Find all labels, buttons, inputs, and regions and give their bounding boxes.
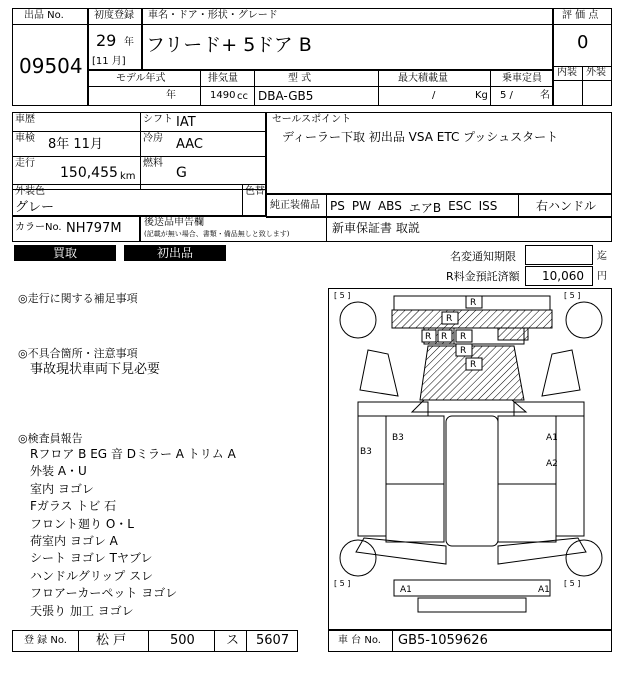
mileage-label: 走行 — [15, 158, 35, 169]
wheel-top-left — [340, 302, 376, 338]
inspector-line: ハンドルグリップ スレ — [30, 568, 154, 583]
lot-no-value: 09504 — [19, 54, 83, 78]
damage-mark: B3 — [392, 433, 404, 443]
type-label: 型 式 — [288, 73, 312, 84]
max-load-unit: Kg — [475, 90, 488, 101]
defect-notes-title: ◎不具合箇所・注意事項 — [18, 347, 138, 360]
sales-point-label: セールスポイント — [272, 114, 352, 125]
capacity-label: 乗車定員 — [502, 73, 542, 84]
registration-number: 5607 — [256, 633, 290, 648]
displacement-label: 排気量 — [208, 73, 238, 84]
steering-value: 右ハンドル — [536, 199, 597, 213]
defect-notes-text: 事故現状車両下見必要 — [30, 362, 161, 377]
inspector-line: Fガラス トビ 石 — [30, 499, 117, 514]
first-reg-year-unit: 年 — [124, 37, 134, 48]
mileage-unit: km — [120, 171, 136, 182]
first-reg-year: 29 — [96, 31, 117, 50]
fuel-label: 燃料 — [143, 158, 163, 169]
max-load-label: 最大積載量 — [398, 73, 448, 84]
tag-bottom-right: [ 5 ] — [564, 579, 581, 588]
name-change-label: 名変通知期限 — [450, 250, 516, 263]
equip-item: PS — [330, 199, 345, 213]
tag-bottom-left: [ 5 ] — [334, 579, 351, 588]
ac-value: AAC — [176, 137, 203, 152]
wheel-top-right — [566, 302, 602, 338]
first-reg-label: 初度登録 — [94, 10, 134, 21]
damage-mark: A1 — [400, 585, 412, 595]
wheel-bottom-right — [566, 540, 602, 576]
tag-top-right: [ 5 ] — [564, 291, 581, 300]
damage-mark: R — [460, 332, 467, 342]
equip-item: ISS — [478, 199, 498, 213]
car-name-label: 車名・ドア・形状・グレード — [148, 10, 278, 21]
displacement-value: 1490 — [210, 90, 236, 101]
damage-marks — [360, 296, 558, 595]
inspection-label: 車検 — [15, 133, 35, 144]
car-condition-diagram — [328, 288, 612, 630]
equip-item: PW — [351, 199, 371, 213]
inspector-line: 天張り 加工 ヨゴレ — [30, 603, 134, 618]
inspector-line: 荷室内 ヨゴレ A — [30, 534, 118, 549]
damage-mark: R — [446, 314, 453, 324]
equip-item: ABS — [377, 199, 402, 213]
capacity-unit: 名 — [540, 90, 550, 101]
shift-value: IAT — [176, 115, 196, 130]
max-load-sep: / — [432, 90, 436, 101]
wheel-bottom-left — [340, 540, 376, 576]
inspector-line: 外装 A・U — [30, 464, 87, 479]
history-label: 車歴 — [15, 114, 35, 125]
inspector-line: Rフロア B EG 音 Dミラー A トリム A — [30, 447, 236, 461]
first-reg-month: [11 月] — [92, 56, 126, 67]
inspector-line: 室内 ヨゴレ — [30, 481, 94, 496]
sales-point-text: ディーラー下取 初出品 VSA ETC プッシュスタート — [282, 130, 559, 144]
inspection-value: 8年 11月 — [48, 137, 103, 152]
model-year-label: モデル年式 — [116, 73, 166, 84]
fuel-value: G — [176, 165, 187, 181]
standard-equip-label: 純正装備品 — [270, 200, 320, 211]
shift-label: シフト — [143, 114, 173, 125]
chassis-label: 車 台 No. — [338, 635, 381, 646]
running-notes-title: ◎走行に関する補足事項 — [18, 292, 138, 305]
first-listing-bar: 初出品 — [124, 245, 226, 261]
ext-color-label: 外装色 — [15, 186, 45, 197]
damage-mark: A1 — [546, 433, 558, 443]
registration-kana: ス — [226, 633, 240, 648]
inspector-report-title: ◎検査員報告 — [18, 432, 83, 445]
registration-area: 松 戸 — [96, 633, 127, 648]
registration-label: 登 録 No. — [24, 635, 67, 646]
equip-list — [330, 199, 516, 215]
capacity-value: 5 / — [500, 90, 513, 101]
recycle-value: 10,060 — [542, 269, 584, 283]
aftermarket-label: 後送品申告欄 — [144, 217, 204, 228]
inspector-line: フロント廻り O・L — [30, 516, 134, 531]
inspector-report-lines — [30, 446, 320, 620]
exterior-label: 外装 — [586, 67, 606, 78]
damage-mark: B3 — [360, 447, 372, 457]
type-value: DBA-GB5 — [258, 89, 314, 103]
wheels — [340, 302, 602, 576]
color-no-label: カラーNo. — [15, 222, 62, 233]
buy-bar: 買取 — [14, 245, 116, 261]
ext-color-value: グレー — [15, 200, 55, 215]
lot-no-label: 出品 No. — [24, 10, 64, 21]
registration-class: 500 — [170, 633, 195, 648]
mileage-value: 150,455 — [60, 165, 118, 181]
aftermarket-text: 新車保証書 取説 — [332, 221, 420, 235]
chassis-value: GB5-1059626 — [398, 633, 488, 648]
model-year-unit: 年 — [166, 90, 176, 101]
interior-label: 内装 — [557, 67, 577, 78]
damage-mark: R — [470, 360, 477, 370]
tag-top-left: [ 5 ] — [334, 291, 351, 300]
recycle-label: R料金預託済額 — [446, 270, 520, 283]
car-name-value: フリード+ 5ドア B — [146, 34, 312, 56]
inspector-line: フロアーカーペット ヨゴレ — [30, 586, 178, 601]
ac-label: 冷房 — [143, 133, 163, 144]
inspector-line: シート ヨゴレ Tヤブレ — [30, 551, 153, 566]
car-outline — [356, 296, 586, 612]
damage-mark: R — [470, 298, 477, 308]
recycle-unit: 円 — [597, 271, 607, 282]
aftermarket-note: (記載が無い場合、書類・備品無しと致します) — [144, 230, 290, 238]
equip-item: ESC — [448, 199, 472, 213]
damage-mark: R — [441, 332, 448, 342]
color-change-label: 色替 — [245, 186, 265, 197]
displacement-unit: cc — [237, 91, 248, 102]
damage-mark: A1 — [538, 585, 550, 595]
damage-mark: A2 — [546, 459, 558, 469]
color-no-value: NH797M — [66, 221, 122, 236]
damage-mark: R — [425, 332, 432, 342]
equip-item: エアB — [408, 201, 442, 215]
score-value: 0 — [577, 32, 589, 53]
damage-mark: R — [460, 346, 467, 356]
name-change-unit: 迄 — [597, 251, 607, 262]
score-label: 評 価 点 — [562, 10, 599, 21]
name-change-field — [525, 245, 593, 265]
